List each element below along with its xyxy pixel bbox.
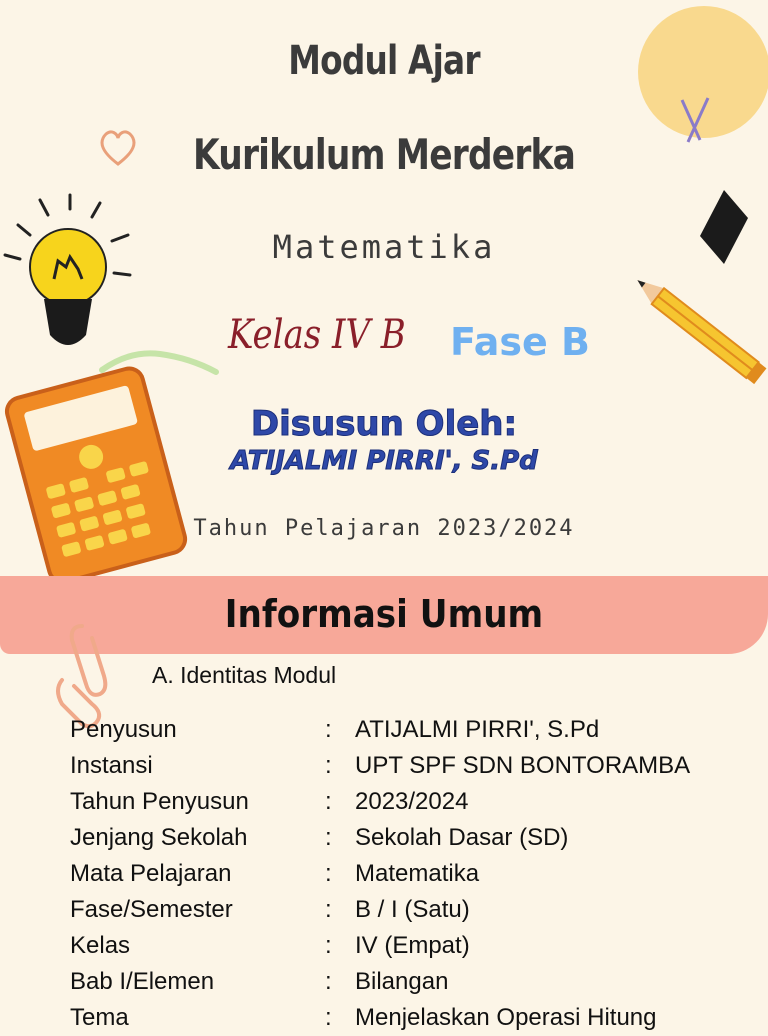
table-row xyxy=(70,964,760,1000)
row-label: Fase/Semester xyxy=(70,896,233,923)
row-colon: : xyxy=(325,788,332,815)
row-value: ATIJALMI PIRRI', S.Pd xyxy=(355,716,600,743)
info-heading: Informasi Umum xyxy=(224,592,544,636)
row-value: B / I (Satu) xyxy=(355,896,470,923)
row-colon: : xyxy=(325,1004,332,1031)
identity-table xyxy=(70,712,760,1036)
table-row xyxy=(70,856,760,892)
table-row xyxy=(70,784,760,820)
row-value: Matematika xyxy=(355,860,480,887)
row-value: Bilangan xyxy=(355,968,449,995)
row-colon: : xyxy=(325,824,332,851)
row-value: Menjelaskan Operasi Hitung xyxy=(355,1004,657,1031)
pencil-icon xyxy=(630,270,768,410)
row-value: IV (Empat) xyxy=(355,932,470,959)
row-colon: : xyxy=(325,860,332,887)
row-colon: : xyxy=(325,932,332,959)
table-row xyxy=(70,820,760,856)
row-label: Tahun Penyusun xyxy=(70,788,249,815)
author-name: ATIJALMI PIRRI', S.Pd xyxy=(230,446,538,476)
row-colon: : xyxy=(325,896,332,923)
row-colon: : xyxy=(325,752,332,779)
subject-title: Matematika xyxy=(272,228,496,266)
row-label: Kelas xyxy=(70,932,131,959)
author-heading: Disusun Oleh: xyxy=(250,404,518,444)
table-row xyxy=(70,892,760,928)
row-value: UPT SPF SDN BONTORAMBA xyxy=(355,752,691,779)
class-label: Kelas IV B xyxy=(228,312,406,358)
row-value: Sekolah Dasar (SD) xyxy=(355,824,569,851)
title-line-2: Kurikulum Merderka xyxy=(192,130,576,179)
table-row xyxy=(70,712,760,748)
phase-label: Fase B xyxy=(450,320,590,364)
table-row xyxy=(70,748,760,784)
row-label: Jenjang Sekolah xyxy=(70,824,248,851)
row-colon: : xyxy=(325,968,332,995)
row-label: Instansi xyxy=(70,752,153,779)
title-line-1: Modul Ajar xyxy=(288,38,480,84)
row-label: Mata Pelajaran xyxy=(70,860,232,887)
row-label: Bab I/Elemen xyxy=(70,968,215,995)
row-label: Penyusun xyxy=(70,716,177,743)
table-row xyxy=(70,1000,760,1036)
academic-year: Tahun Pelajaran 2023/2024 xyxy=(193,516,575,541)
row-colon: : xyxy=(325,716,332,743)
row-label: Tema xyxy=(70,1004,129,1031)
table-row xyxy=(70,928,760,964)
row-value: 2023/2024 xyxy=(355,788,469,815)
section-heading: A. Identitas Modul xyxy=(152,662,337,688)
